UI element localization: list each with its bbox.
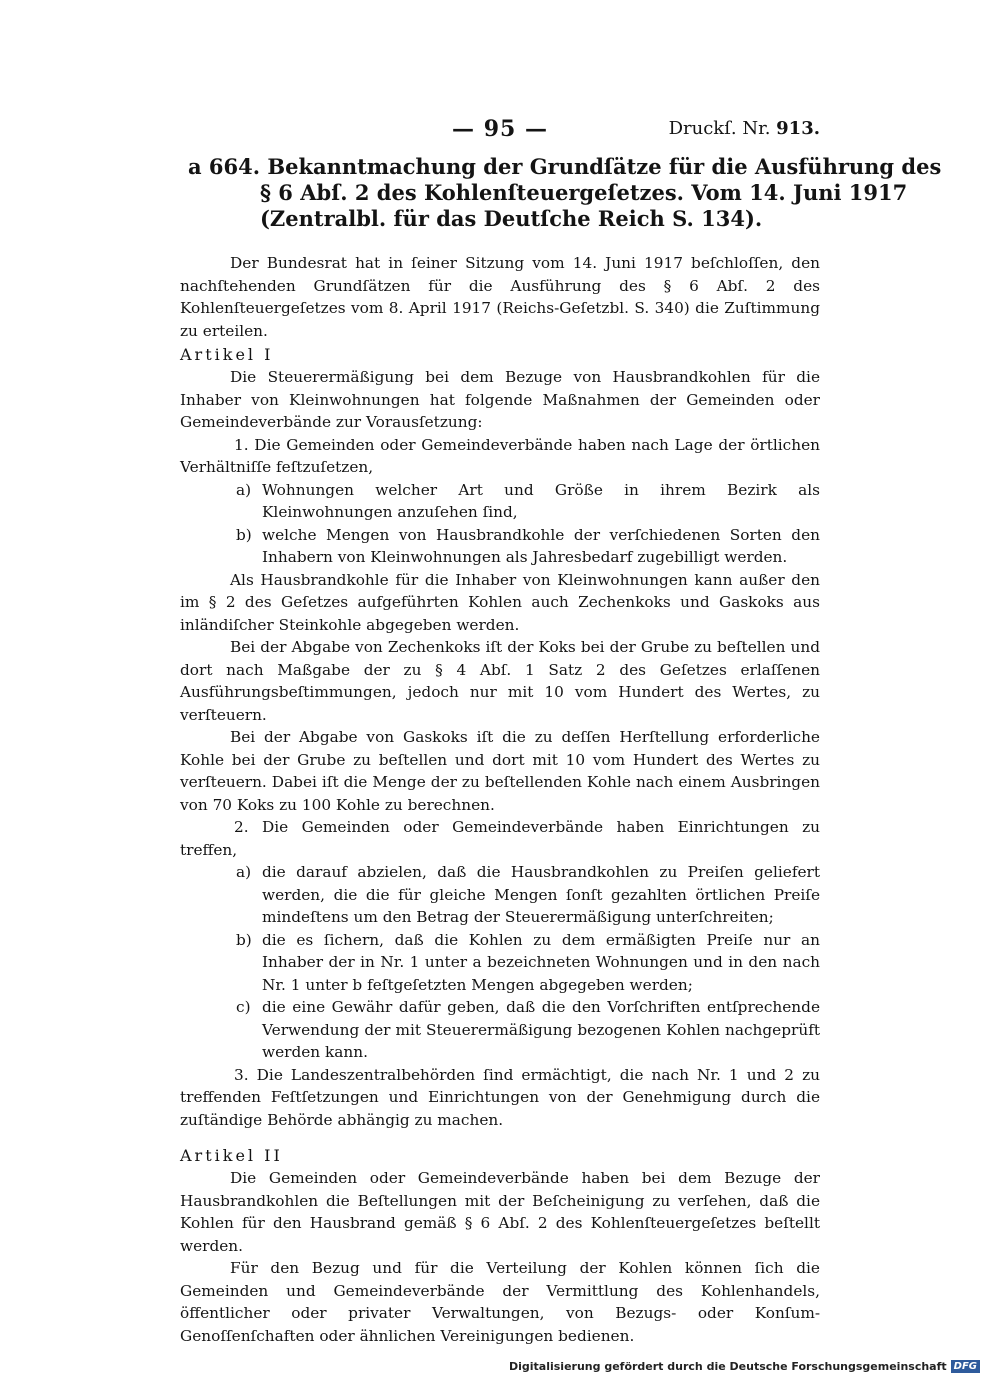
article-1-item-2: 2. Die Gemeinden oder Gemeindeverbände haben Einrichtungen zu treffen,	[180, 818, 820, 859]
item-label: c)	[236, 998, 251, 1016]
article-1-paragraph-3: Bei der Abgabe von Zechenkoks iſt der Koks bei der Grube zu beſtellen und dort nach Maßgabe der zu § 4 Abſ. 1 Satz 2 des Geſetzes erlaſſenen Ausführungsbeſtimmungen, jedoch nur mit 10 vom Hundert des Wertes, zu verſteuern.	[180, 638, 820, 724]
item-text: die darauf abzielen, daß die Hausbrandkohlen zu Preiſen geliefert werden, die die für gleiche Mengen ſonſt gezahlten örtlichen Preiſe mindeſtens um den Betrag der Steuerermäßigung unterſchreiten;	[262, 863, 820, 926]
item-text: Wohnungen welcher Art und Größe in ihrem Bezirk als Kleinwohnungen anzuſehen ſind,	[262, 480, 820, 521]
print-ref-prefix: Druckſ. Nr.	[668, 118, 771, 139]
page-header	[180, 116, 820, 146]
title-line-2: § 6 Abſ. 2 des Kohlenſteuergeſetzes. Vom 14. Juni 1917	[260, 180, 908, 205]
article-1-item-2-c	[180, 996, 820, 1064]
article-2-paragraph-1: Die Gemeinden oder Gemeindeverbände haben bei dem Bezuge der Hausbrandkohlen die Beſtellungen mit der Beſcheinigung zu verſehen, daß die Kohlen für den Hausbrand gemäß § 6 Abſ. 2 des Kohlenſteuergeſetzes beſtellt werden.	[180, 1169, 820, 1255]
item-label: b)	[236, 525, 252, 544]
article-1-item-1-b	[180, 524, 820, 569]
dfg-logo-icon: DFG	[951, 1360, 980, 1373]
title-line-1: a 664. Bekanntmachung der Grundſätze für die Ausführung des	[188, 154, 942, 179]
title-line-3: (Zentralbl. für das Deutſche Reich S. 134).	[260, 206, 763, 231]
item-text: welche Mengen von Hausbrandkohle der verſchiedenen Sorten den Inhabern von Kleinwohnungen als Jahresbedarf zugebilligt werden.	[262, 525, 820, 566]
article-2-heading: Artikel II	[180, 1146, 283, 1165]
body-text	[180, 252, 820, 1347]
item-text: die es ſichern, daß die Kohlen zu dem ermäßigten Preiſe nur an Inhaber der in Nr. 1 unter a bezeichneten Wohnungen und in den nach Nr. 1 unter b feſtgeſetzten Mengen abgegeben werden;	[262, 930, 820, 994]
item-text: die eine Gewähr dafür geben, daß die den Vorſchriften entſprechende Verwendung der mit Steuerermäßigung bezogenen Kohlen nachgeprüft werden kann.	[262, 998, 820, 1061]
article-1-item-1-a	[180, 479, 820, 524]
item-label: b)	[236, 930, 252, 949]
article-1-item-2-b	[180, 929, 820, 997]
article-1-heading: Artikel I	[180, 345, 274, 364]
footer-credit: Digitalisierung gefördert durch die Deutsche Forschungsgemeinschaft	[508, 1360, 947, 1373]
intro-paragraph: Der Bundesrat hat in ſeiner Sitzung vom 14. Juni 1917 beſchloſſen, den nachſtehenden Grundſätzen für die Ausführung des § 6 Abſ. 2 des Kohlenſteuergeſetzes vom 8. April 1917 (Reichs-Geſetzbl. S. 340) die Zuſtimmung zu erteilen.	[180, 254, 820, 340]
article-1-paragraph-1: Die Steuerermäßigung bei dem Bezuge von Hausbrandkohlen für die Inhaber von Kleinwohnungen hat folgende Maßnahmen der Gemeinden oder Gemeindeverbände zur Vorausſetzung:	[180, 368, 820, 431]
print-reference	[669, 118, 820, 139]
digitization-footer	[509, 1360, 980, 1373]
article-1-paragraph-4: Bei der Abgabe von Gaskoks iſt die zu deſſen Herſtellung erforderliche Kohle bei der Grube zu beſtellen und dort mit 10 vom Hundert des Wertes zu verſteuern. Dabei iſt die Menge der zu beſtellenden Kohle nach einem Ausbringen von 70 Koks zu 100 Kohle zu berechnen.	[180, 728, 820, 814]
article-1-paragraph-2: Als Hausbrandkohle für die Inhaber von Kleinwohnungen kann außer den im § 2 des Geſetzes aufgeführten Kohlen auch Zechenkoks und Gaskoks aus inländiſcher Steinkohle abgegeben werden.	[180, 570, 820, 634]
article-1-item-2-a	[180, 861, 820, 929]
article-1-item-3: 3. Die Landeszentralbehörden ſind ermächtigt, die nach Nr. 1 und 2 zu treffenden Feſtſetzungen und Einrichtungen von der Genehmigung durch die zuſtändige Behörde abhängig zu machen.	[180, 1065, 820, 1129]
document-title	[180, 154, 942, 232]
article-1-item-1: 1. Die Gemeinden oder Gemeindeverbände haben nach Lage der örtlichen Verhältniſſe feſtzuſetzen,	[180, 435, 820, 476]
print-ref-number: 913.	[776, 118, 820, 139]
page-number: — 95 —	[452, 116, 548, 142]
article-2-paragraph-2: Für den Bezug und für die Verteilung der Kohlen können ſich die Gemeinden und Gemeindeverbände der Vermittlung des Kohlenhandels, öffentlicher oder privater Verwaltungen, von Bezugs- oder Konſum-Genoſſenſchaften oder ähnlichen Vereinigungen bedienen.	[180, 1259, 820, 1345]
item-label: a)	[236, 863, 252, 881]
item-label: a)	[236, 480, 252, 499]
